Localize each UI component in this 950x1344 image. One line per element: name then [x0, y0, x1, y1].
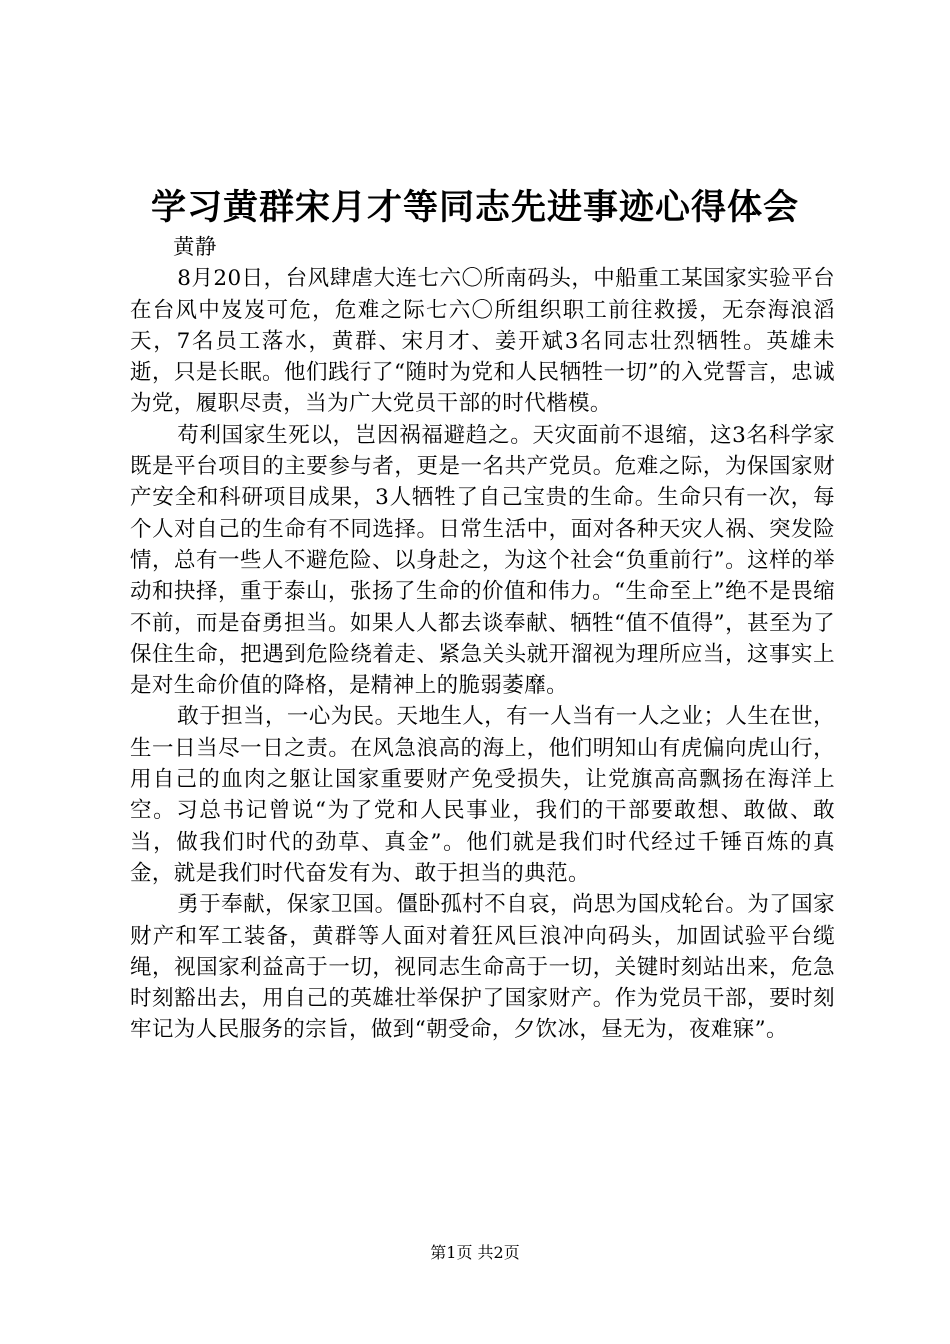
author-name: 黄静: [173, 235, 217, 260]
paragraph: 勇于奉献，保家卫国。僵卧孤村不自哀，尚思为国戍轮台。为了国家财产和军工装备，黄群等人面对着狂风巨浪冲向码头，加固试验平台缆绳，视国家利益高于一切，视同志生命高于一切，关键时刻站出来，危急时刻豁出去，用自己的英雄壮举保护了国家财产。作为党员干部，要时刻牢记为人民服务的宗旨，做到“朝受命，夕饮冰，昼无为，夜难寐”。: [130, 892, 835, 1043]
document-title: 学习黄群宋月才等同志先进事迹心得体会: [150, 187, 799, 228]
document-body: [130, 232, 835, 1046]
paragraph: 苟利国家生死以，岂因祸福避趋之。天灾面前不退缩，这3名科学家既是平台项目的主要参与者，更是一名共产党员。危难之际，为保国家财产安全和科研项目成果，3人牺牲了自己宝贵的生命。生命只有一次，每个人对自己的生命有不同选择。日常生活中，面对各种天灾人祸、突发险情，总有一些人不避危险、以身赴之，为这个社会“负重前行”。这样的举动和抉择，重于泰山，张扬了生命的价值和伟力。“生命至上”绝不是畏缩不前，而是奋勇担当。如果人人都去谈奉献、牺牲“值不值得”，甚至为了保住生命，把遇到危险绕着走、紧急关头就开溜视为理所应当，这事实上是对生命价值的降格，是精神上的脆弱萎靡。: [130, 422, 835, 699]
page-number-footer: 第1页 共2页: [430, 1243, 520, 1262]
paragraph: 敢于担当，一心为民。天地生人，有一人当有一人之业；人生在世，生一日当尽一日之责。在风急浪高的海上，他们明知山有虎偏向虎山行，用自己的血肉之躯让国家重要财产免受损失，让党旗高高飘扬在海洋上空。习总书记曾说“为了党和人民事业，我们的干部要敢想、敢做、敢当，做我们时代的劲草、真金”。他们就是我们时代经过千锤百炼的真金，就是我们时代奋发有为、敢于担当的典范。: [130, 704, 835, 886]
paragraph: 8月20日，台风肆虐大连七六〇所南码头，中船重工某国家实验平台在台风中岌岌可危，危难之际七六〇所组织职工前往救援，无奈海浪滔天，7名员工落水，黄群、宋月才、姜开斌3名同志壮烈牺牲。英雄未逝，只是长眠。他们践行了“随时为党和人民牺牲一切”的入党誓言，忠诚为党，履职尽责，当为广大党员干部的时代楷模。: [130, 266, 835, 417]
